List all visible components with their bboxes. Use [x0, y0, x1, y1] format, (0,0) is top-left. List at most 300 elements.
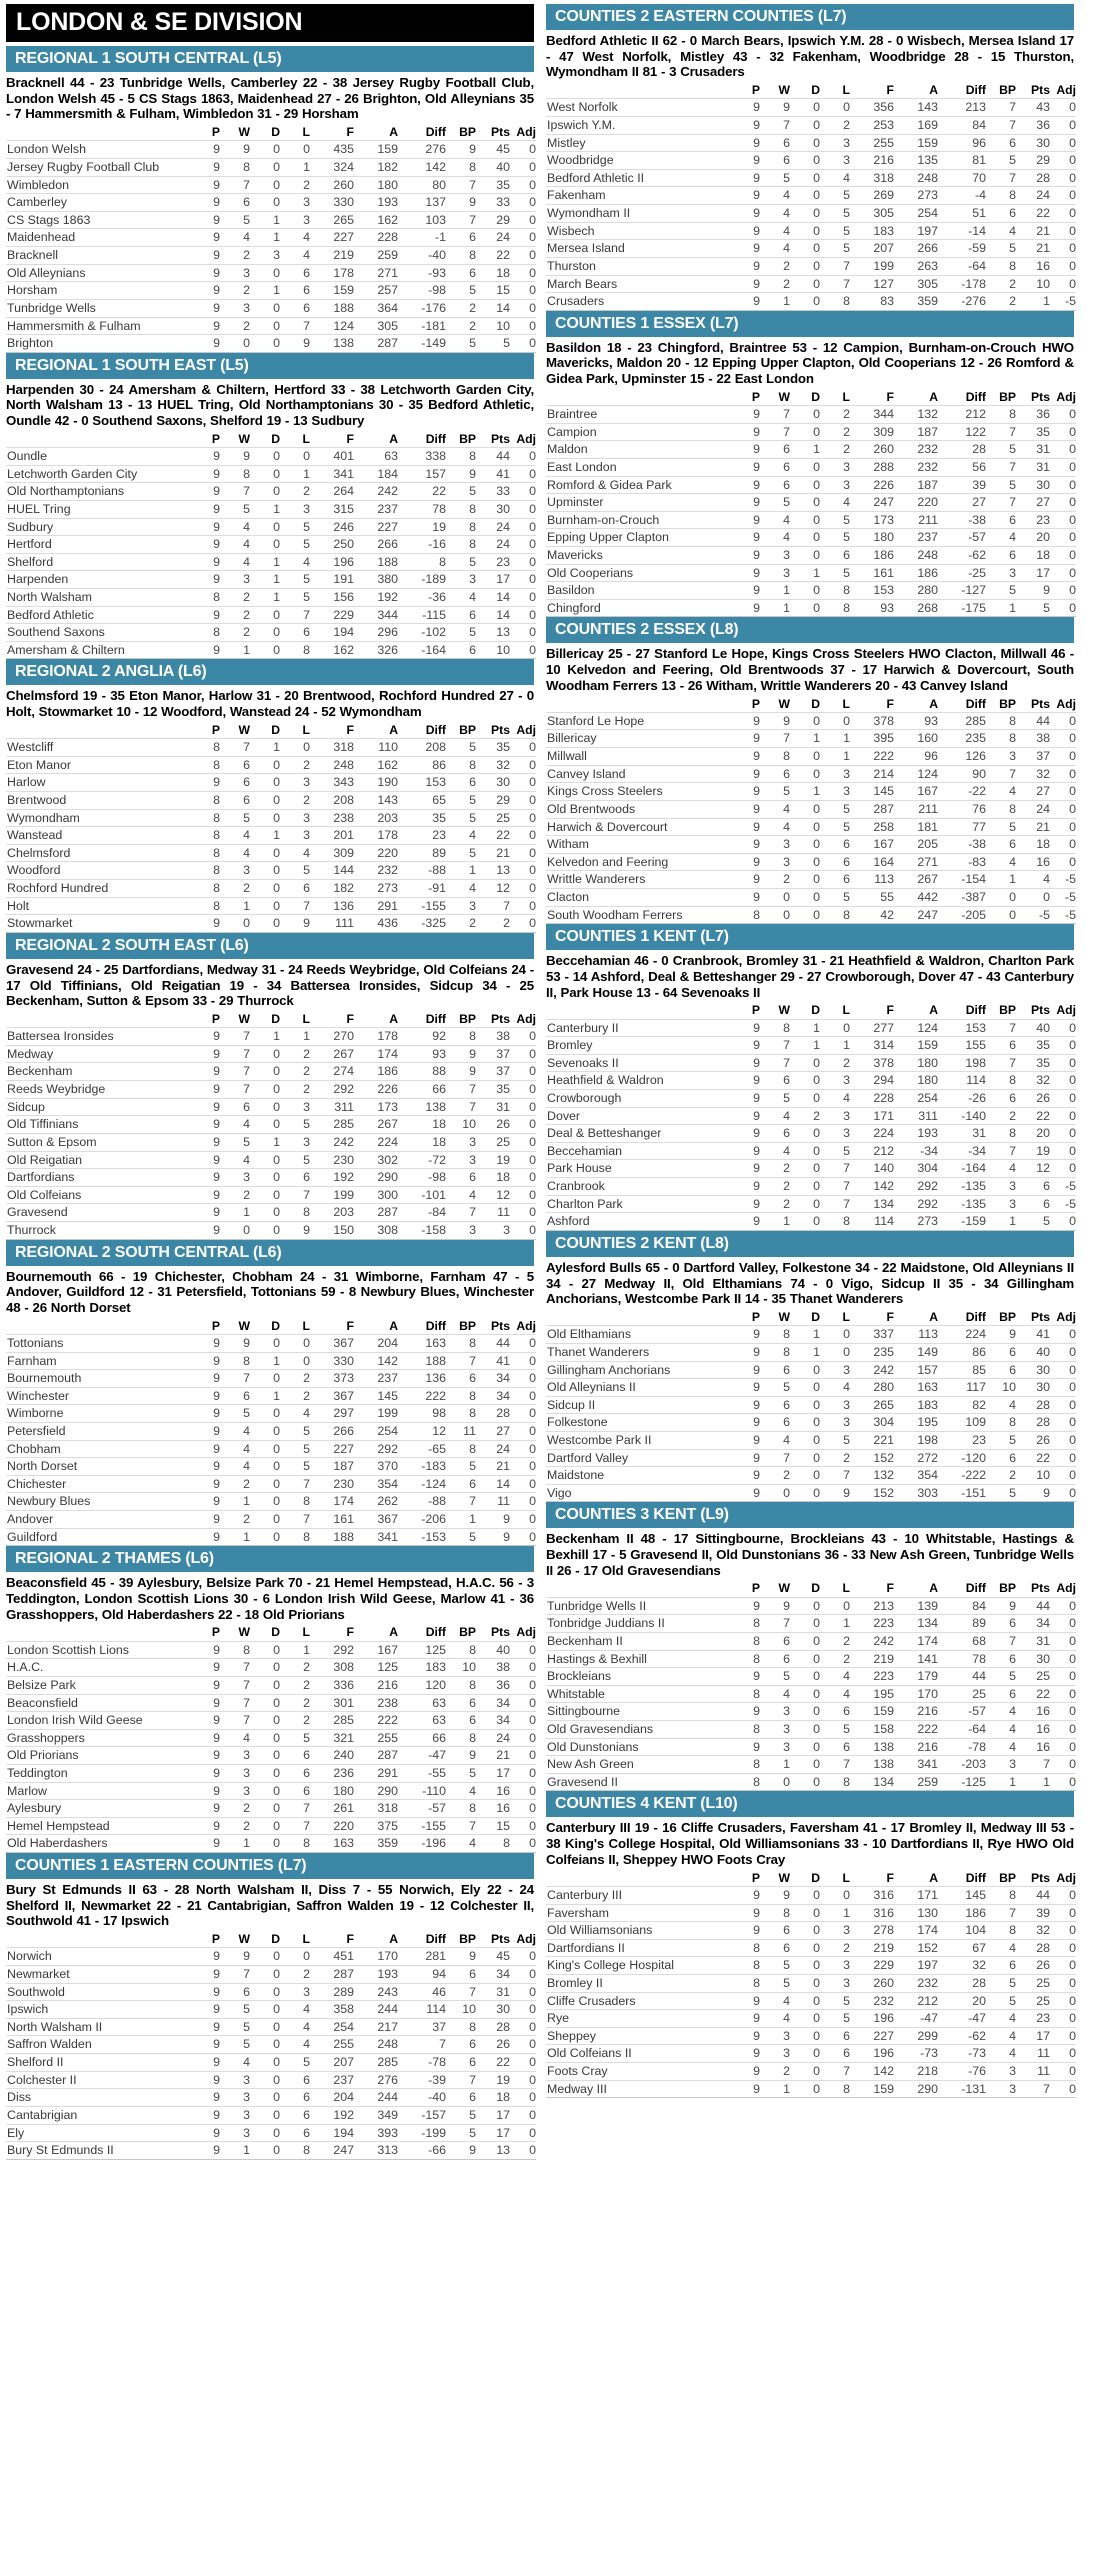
stat-cell-w: 0	[243, 336, 250, 351]
stat-cell-f: 220	[333, 1818, 354, 1833]
stat-cell-p: 9	[213, 300, 220, 315]
stat-cell-adj: 0	[529, 775, 536, 790]
team-name-cell: Wimbledon	[7, 177, 69, 192]
stat-cell-p: 9	[753, 424, 760, 439]
stat-cell-bp: 5	[1009, 1993, 1016, 2008]
stat-cell-p: 9	[213, 1117, 220, 1132]
column-header: Diff	[965, 1309, 986, 1324]
column-header: BP	[459, 1318, 476, 1333]
stat-cell-d: 0	[813, 424, 820, 439]
stat-cell-pts: 10	[1036, 1468, 1050, 1483]
stat-cell-a: 341	[917, 1757, 938, 1772]
stat-cell-d: 0	[273, 1046, 280, 1061]
stat-cell-bp: 5	[1009, 1485, 1016, 1500]
stat-cell-p: 9	[753, 1091, 760, 1105]
stat-cell-a: 162	[377, 757, 398, 772]
stat-cell-diff: -64	[968, 258, 986, 273]
stat-cell-a: 267	[377, 1117, 398, 1132]
team-name-cell: Sutton & Epsom	[7, 1134, 97, 1149]
column-header: Diff	[965, 389, 986, 404]
stat-cell-adj: 0	[529, 1765, 536, 1780]
team-name-cell: Sevenoaks II	[547, 1055, 619, 1070]
team-name-cell: Old Colfeians	[7, 1187, 82, 1202]
table-row	[6, 589, 536, 607]
table-row	[6, 2124, 536, 2142]
match-results-text: Aylesford Bulls 65 - 0 Dartford Valley, Folkestone 34 - 22 Maidstone, Old Alleynians II 34 - 27 Medway II, Old Elthamians 74 - 0 Vigo, Sidcup II 35 - 34 Gillingham Anchorians, Westcombe Park II 14 - 35 Thanet Wanderers	[546, 1259, 1074, 1307]
stat-cell-d: 0	[273, 2125, 280, 2140]
stat-cell-d: 0	[813, 2081, 820, 2096]
stat-cell-a: 300	[377, 1187, 398, 1202]
stat-cell-a: 93	[924, 713, 938, 728]
team-name-cell: Medway III	[547, 2081, 607, 2096]
table-row	[6, 880, 536, 898]
stat-cell-adj: 0	[1069, 1161, 1076, 1176]
stat-cell-p: 9	[213, 1187, 220, 1202]
table-row	[6, 897, 536, 915]
stat-cell-pts: 32	[1036, 766, 1050, 781]
match-results-text: Chelmsford 19 - 35 Eton Manor, Harlow 31 - 20 Brentwood, Rochford Hundred 27 - 0 Holt, Stowmarket 10 - 12 Woodford, Wanstead 24 - 52 Wymondham	[6, 688, 534, 720]
stat-cell-bp: 0	[1009, 889, 1016, 904]
stat-cell-d: 1	[273, 1388, 280, 1403]
stat-cell-w: 1	[243, 1205, 250, 1220]
team-name-cell: Old Dunstonians	[547, 1739, 639, 1754]
stat-cell-p: 9	[213, 212, 220, 227]
stat-cell-adj: 0	[529, 1046, 536, 1061]
stat-cell-bp: 6	[1009, 512, 1016, 527]
stat-cell-bp: 7	[469, 1818, 476, 1833]
stat-cell-pts: 34	[1036, 1616, 1050, 1631]
stat-cell-p: 9	[753, 1485, 760, 1500]
table-row	[546, 1703, 1076, 1721]
stat-cell-diff: -88	[428, 1494, 446, 1509]
stat-cell-diff: -183	[421, 1459, 446, 1474]
table-row	[6, 1983, 536, 2001]
team-name-cell: Old Colfeians II	[547, 2046, 632, 2061]
column-header: P	[751, 83, 760, 98]
team-name-cell: Jersey Rugby Football Club	[7, 160, 160, 175]
stat-cell-a: 187	[917, 477, 938, 492]
stat-cell-d: 1	[273, 1029, 280, 1044]
stat-cell-pts: 31	[1036, 442, 1050, 457]
stat-cell-pts: 21	[496, 845, 510, 860]
stat-cell-f: 199	[333, 1187, 354, 1202]
stat-cell-d: 0	[813, 2011, 820, 2026]
column-header: D	[811, 696, 820, 711]
stat-cell-pts: 28	[1036, 1397, 1050, 1412]
stat-cell-p: 9	[213, 1984, 220, 1999]
stat-cell-l: 8	[303, 1205, 310, 1220]
stat-cell-a: 359	[377, 1836, 398, 1851]
stat-cell-f: 250	[333, 537, 354, 552]
stat-cell-f: 199	[873, 258, 894, 273]
stat-cell-diff: 85	[972, 1362, 986, 1377]
stat-cell-f: 401	[333, 449, 354, 464]
team-name-cell: Reeds Weybridge	[7, 1082, 106, 1097]
stat-cell-d: 0	[273, 2107, 280, 2122]
stat-cell-f: 142	[873, 1179, 894, 1194]
stat-cell-l: 7	[303, 1187, 310, 1202]
stat-cell-a: 204	[377, 1335, 398, 1350]
stat-cell-bp: 5	[469, 2107, 476, 2122]
stat-cell-adj: 0	[1069, 1362, 1076, 1377]
standings-table	[6, 431, 536, 660]
stat-cell-f: 188	[333, 1529, 354, 1544]
team-name-cell: Hertford	[7, 537, 52, 552]
stat-cell-diff: 155	[965, 1038, 986, 1053]
stat-cell-l: 7	[303, 1512, 310, 1527]
team-name-cell: Newbury Blues	[7, 1494, 91, 1509]
stat-cell-p: 9	[213, 283, 220, 298]
stat-cell-p: 9	[753, 1362, 760, 1377]
stat-cell-pts: 36	[1036, 407, 1050, 422]
stat-cell-p: 9	[753, 1704, 760, 1719]
stat-cell-a: 195	[917, 1415, 938, 1430]
stat-cell-a: 130	[917, 1905, 938, 1920]
stat-cell-bp: 3	[469, 1134, 476, 1149]
stat-cell-w: 7	[783, 424, 790, 439]
table-row	[546, 1107, 1076, 1125]
stat-cell-bp: 3	[469, 1222, 476, 1237]
stat-cell-a: 211	[918, 512, 938, 527]
stat-cell-p: 9	[753, 294, 760, 309]
stat-cell-w: 9	[783, 1887, 790, 1902]
stat-cell-bp: 6	[469, 775, 476, 790]
stat-cell-p: 9	[213, 501, 220, 516]
team-name-cell: Sidcup II	[547, 1397, 596, 1412]
table-row	[546, 1142, 1076, 1160]
standings-table	[6, 1011, 536, 1240]
stat-cell-d: 0	[813, 1362, 820, 1377]
stat-cell-l: 3	[843, 766, 850, 781]
stat-cell-pts: 12	[1036, 1161, 1050, 1176]
stat-cell-adj: 0	[1069, 1993, 1076, 2008]
stat-cell-w: 6	[783, 135, 790, 150]
stat-cell-adj: 0	[529, 1512, 536, 1527]
stat-cell-a: 237	[377, 501, 398, 516]
stat-cell-l: 0	[843, 100, 850, 115]
team-name-cell: Teddington	[7, 1765, 68, 1780]
stat-cell-d: 0	[273, 1170, 280, 1185]
stat-cell-f: 285	[333, 1117, 354, 1132]
team-name-cell: Dover	[547, 1108, 581, 1123]
table-row	[546, 1484, 1076, 1502]
stat-cell-w: 6	[783, 1362, 790, 1377]
stat-cell-a: 259	[917, 1774, 938, 1789]
stat-cell-pts: 16	[1036, 258, 1050, 273]
stat-cell-bp: 8	[469, 449, 476, 464]
stat-cell-a: 237	[917, 530, 938, 545]
stat-cell-diff: -62	[968, 2028, 986, 2043]
table-row	[6, 1782, 536, 1800]
stat-cell-l: 5	[843, 1993, 850, 2008]
stat-cell-a: 180	[917, 1073, 938, 1088]
team-name-cell: Wimborne	[7, 1406, 64, 1421]
table-row	[6, 571, 536, 589]
stat-cell-diff: -38	[968, 837, 986, 852]
stat-cell-adj: 0	[1069, 1143, 1076, 1158]
stat-cell-bp: 9	[469, 1046, 476, 1061]
table-row	[546, 2010, 1076, 2028]
stat-cell-diff: 120	[425, 1677, 446, 1692]
column-header: F	[346, 722, 354, 737]
stat-cell-adj: 0	[1069, 819, 1076, 834]
stat-cell-diff: -196	[421, 1836, 446, 1851]
stat-cell-diff: -135	[961, 1196, 986, 1211]
stat-cell-p: 9	[753, 583, 760, 598]
stat-cell-a: 354	[377, 1476, 398, 1491]
stat-cell-diff: -155	[421, 1818, 446, 1833]
team-name-cell: Cliffe Crusaders	[547, 1993, 636, 2008]
stat-cell-pts: 28	[496, 2019, 510, 2034]
stat-cell-l: 6	[303, 625, 310, 640]
column-header: Pts	[491, 1011, 510, 1026]
stat-cell-pts: 30	[1036, 1651, 1050, 1666]
stat-cell-p: 9	[213, 248, 220, 263]
stat-cell-pts: 44	[1036, 713, 1050, 728]
team-name-cell: Tonbridge Juddians II	[547, 1616, 665, 1631]
team-name-cell: Billericay	[547, 731, 597, 746]
stat-cell-pts: 25	[1036, 1993, 1050, 2008]
team-name-cell: Folkestone	[547, 1415, 608, 1430]
team-name-cell: Beckenham II	[547, 1634, 623, 1648]
stat-cell-adj: 0	[529, 881, 536, 896]
stat-cell-f: 145	[873, 784, 894, 799]
table-row	[546, 2062, 1076, 2080]
stat-cell-f: 297	[333, 1406, 354, 1421]
stat-cell-a: 302	[377, 1152, 398, 1167]
column-header: P	[211, 1011, 220, 1026]
stat-cell-l: 4	[303, 230, 310, 245]
stat-cell-f: 309	[873, 424, 894, 439]
stat-cell-f: 191	[333, 572, 354, 587]
team-name-cell: Beaconsfield	[7, 1695, 78, 1710]
stat-cell-w: 3	[783, 854, 790, 869]
stat-cell-diff: 18	[432, 1117, 446, 1132]
stat-cell-diff: 98	[432, 1406, 446, 1421]
stat-cell-bp: 10	[462, 2002, 476, 2017]
stat-cell-diff: 66	[432, 1730, 446, 1745]
stat-cell-d: 0	[273, 1117, 280, 1132]
stat-cell-d: 0	[813, 1485, 820, 1500]
standings-table	[546, 82, 1076, 311]
stat-cell-w: 7	[243, 1713, 250, 1728]
stat-cell-p: 9	[753, 1214, 760, 1229]
stat-cell-w: 9	[243, 1335, 250, 1350]
stat-cell-w: 4	[243, 537, 250, 552]
stat-cell-l: 7	[843, 2063, 850, 2078]
stat-cell-w: 5	[783, 1380, 790, 1395]
stat-cell-diff: -47	[428, 1748, 446, 1763]
stat-cell-l: 8	[843, 583, 850, 598]
stat-cell-f: 196	[333, 554, 354, 569]
stat-cell-w: 2	[243, 1801, 250, 1816]
stat-cell-adj: 0	[529, 519, 536, 534]
stat-cell-l: 2	[303, 1713, 310, 1728]
stat-cell-a: 341	[377, 1529, 398, 1544]
stat-cell-l: 1	[843, 731, 850, 746]
column-header: Diff	[425, 722, 446, 737]
stat-cell-l: 5	[843, 1143, 850, 1158]
stat-cell-a: 367	[377, 1512, 398, 1527]
stat-cell-diff: -205	[961, 907, 986, 922]
stat-cell-diff: 117	[966, 1380, 986, 1395]
team-name-cell: Grasshoppers	[7, 1730, 85, 1745]
table-row	[6, 211, 536, 229]
stat-cell-adj: 0	[1069, 784, 1076, 799]
table-row	[6, 1063, 536, 1081]
stat-cell-a: 174	[377, 1046, 398, 1061]
table-row	[6, 827, 536, 845]
stat-cell-w: 7	[783, 1038, 790, 1053]
stat-cell-bp: 6	[469, 1170, 476, 1185]
stat-cell-adj: 0	[1069, 100, 1076, 115]
table-row	[546, 1037, 1076, 1055]
table-row	[6, 229, 536, 247]
stat-cell-diff: 122	[965, 424, 986, 439]
stat-cell-adj: 0	[529, 828, 536, 843]
stat-cell-pts: 7	[1043, 1757, 1050, 1772]
stat-cell-bp: 4	[469, 590, 476, 604]
stat-cell-a: 237	[377, 1371, 398, 1386]
stat-cell-a: 217	[377, 2019, 398, 2034]
stat-cell-w: 7	[243, 1967, 250, 1982]
stat-cell-diff: 51	[972, 206, 986, 221]
table-row	[6, 739, 536, 757]
column-header: Adj	[516, 1011, 536, 1026]
stat-cell-d: 0	[813, 1704, 820, 1719]
stat-cell-w: 4	[783, 223, 790, 238]
league-title-bar: REGIONAL 2 THAMES (L6)	[6, 1546, 534, 1572]
stat-cell-bp: 5	[469, 792, 476, 807]
team-name-cell: Wymondham II	[547, 206, 631, 221]
stat-cell-w: 6	[783, 1126, 790, 1141]
table-row	[546, 712, 1076, 730]
stat-cell-a: 276	[377, 2072, 398, 2087]
stat-cell-a: 254	[917, 1091, 938, 1105]
stat-cell-f: 343	[333, 775, 354, 790]
stat-cell-adj: 0	[529, 1642, 536, 1657]
match-results-text: Canterbury III 19 - 16 Cliffe Crusaders, Faversham 41 - 17 Bromley II, Medway III 53 - 38 King's College Hospital, Old Williamsonians 33 - 10 Dartfordians II, Rye HWO Old Colfeians II, Sheppey HWO Foots Cray	[546, 1820, 1074, 1867]
stat-cell-f: 167	[873, 837, 894, 852]
table-row	[6, 1747, 536, 1765]
stat-cell-adj: 0	[529, 810, 536, 825]
stat-cell-a: 257	[377, 283, 398, 298]
stat-cell-pts: 17	[496, 572, 510, 587]
stat-cell-adj: 0	[1069, 565, 1076, 580]
stat-cell-w: 4	[783, 206, 790, 221]
stat-cell-d: 0	[813, 530, 820, 545]
stat-cell-l: 5	[303, 1152, 310, 1167]
stat-cell-diff: 208	[425, 740, 446, 755]
table-row	[6, 1817, 536, 1835]
stat-cell-pts: 29	[496, 212, 510, 227]
stat-cell-bp: 4	[469, 1187, 476, 1202]
stat-cell-bp: 8	[469, 1335, 476, 1350]
stat-cell-pts: 3	[503, 1222, 510, 1237]
stat-cell-l: 8	[843, 907, 850, 922]
stat-cell-bp: 5	[469, 2125, 476, 2140]
stat-cell-f: 294	[873, 1073, 894, 1088]
stat-cell-a: 162	[377, 212, 398, 227]
table-row	[6, 1948, 536, 1966]
stat-cell-pts: 14	[496, 1476, 510, 1491]
stat-cell-diff: 114	[966, 1073, 986, 1088]
stat-cell-adj: 0	[529, 1152, 536, 1167]
stat-cell-diff: -14	[968, 223, 986, 238]
stat-cell-p: 9	[753, 1055, 760, 1070]
team-name-cell: Canterbury III	[547, 1887, 623, 1902]
team-name-cell: Southwold	[7, 1984, 65, 1999]
table-row	[546, 853, 1076, 871]
stat-cell-bp: 7	[469, 1494, 476, 1509]
stat-cell-f: 288	[873, 459, 894, 474]
table-header-row	[546, 1870, 1076, 1887]
stat-cell-p: 9	[213, 1441, 220, 1456]
stat-cell-pts: 6	[1043, 1196, 1050, 1211]
standings-table	[6, 1624, 536, 1853]
stat-cell-f: 266	[333, 1424, 354, 1439]
stat-cell-adj: 0	[1069, 1485, 1076, 1500]
stat-cell-diff: 224	[965, 1327, 986, 1342]
stat-cell-l: 8	[303, 642, 310, 657]
stat-cell-diff: 70	[972, 170, 986, 185]
stat-cell-d: 0	[273, 1494, 280, 1509]
table-header-row	[546, 1002, 1076, 1019]
stat-cell-d: 0	[813, 1196, 820, 1211]
stat-cell-f: 356	[873, 100, 894, 115]
stat-cell-adj: 0	[1069, 1091, 1076, 1105]
league-title-bar: REGIONAL 2 ANGLIA (L6)	[6, 659, 534, 685]
stat-cell-w: 6	[783, 1073, 790, 1088]
stat-cell-pts: 1	[1043, 1774, 1050, 1789]
stat-cell-d: 0	[813, 495, 820, 510]
stat-cell-p: 9	[213, 1677, 220, 1692]
stat-cell-d: 0	[813, 135, 820, 150]
stat-cell-l: 2	[843, 1450, 850, 1465]
stat-cell-bp: 7	[1009, 459, 1016, 474]
team-column-header	[546, 696, 734, 713]
stat-cell-l: 4	[303, 845, 310, 860]
stat-cell-d: 0	[813, 477, 820, 492]
stat-cell-pts: 9	[1043, 1485, 1050, 1500]
table-row	[546, 1597, 1076, 1615]
stat-cell-bp: 8	[1009, 801, 1016, 816]
stat-cell-bp: 7	[1009, 495, 1016, 510]
stat-cell-bp: 3	[469, 898, 476, 913]
stat-cell-diff: 81	[972, 153, 986, 168]
stat-cell-w: 1	[243, 642, 250, 657]
stat-cell-bp: 5	[469, 283, 476, 298]
stat-cell-a: 134	[917, 1616, 938, 1631]
stat-cell-w: 2	[783, 258, 790, 273]
stat-cell-pts: 18	[1036, 548, 1050, 562]
stat-cell-adj: 0	[1069, 1344, 1076, 1359]
stat-cell-adj: 0	[1069, 118, 1076, 133]
stat-cell-l: 7	[843, 258, 850, 273]
stat-cell-pts: 30	[496, 501, 510, 516]
stat-cell-w: 1	[243, 1494, 250, 1509]
stat-cell-adj: 0	[529, 195, 536, 210]
stat-cell-w: 3	[243, 572, 250, 587]
stat-cell-l: 9	[303, 1222, 310, 1237]
stat-cell-adj: 0	[1069, 801, 1076, 816]
stat-cell-bp: 7	[469, 1082, 476, 1097]
team-name-cell: Millwall	[547, 749, 587, 764]
column-header: L	[842, 1309, 850, 1324]
stat-cell-diff: 285	[965, 713, 986, 728]
stat-cell-w: 2	[243, 1512, 250, 1527]
stat-cell-bp: 6	[469, 2055, 476, 2070]
